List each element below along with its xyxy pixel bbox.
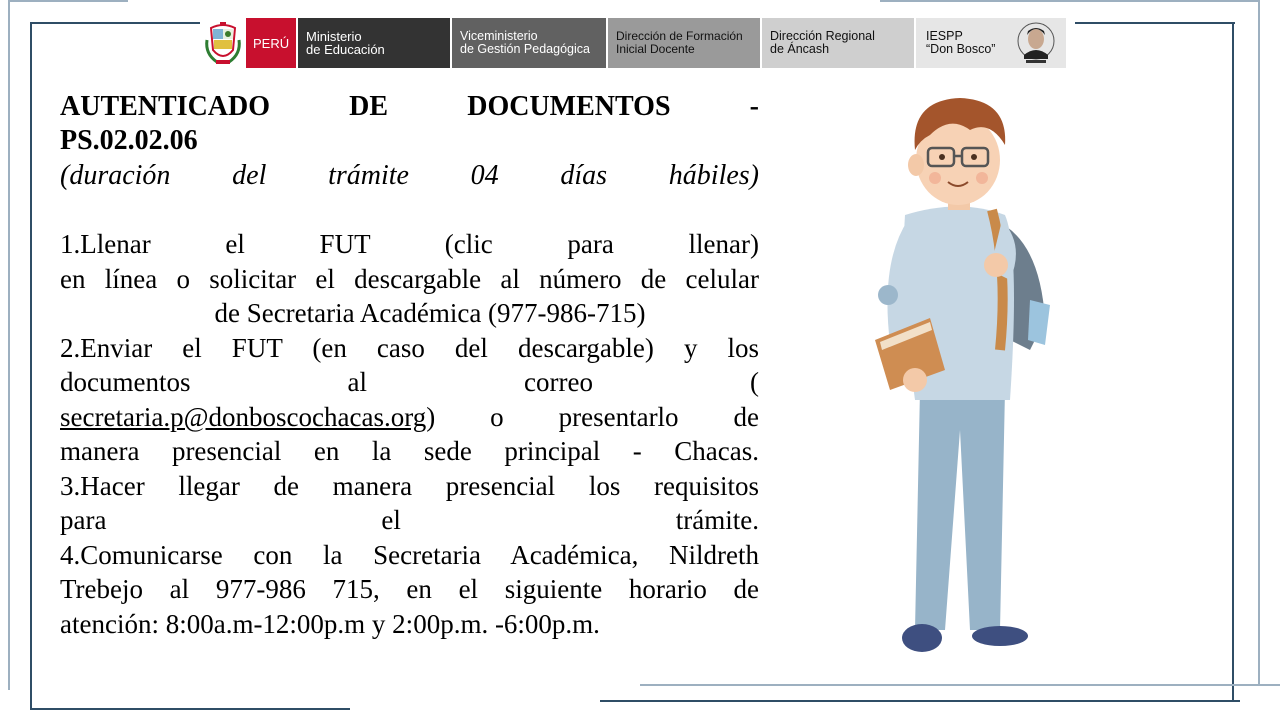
peru-label — [246, 18, 296, 68]
dir2-line-1: Dirección Regional — [770, 29, 875, 43]
step-1-line-3: de Secretaria Académica (977-986-715) — [214, 298, 646, 328]
frame-top-left — [30, 22, 200, 24]
frame-top-right — [1075, 22, 1235, 24]
student-with-book-illustration — [860, 90, 1070, 670]
step-4-line-1: 4.Comunicarse con la Secretaria Académica, Nildreth — [60, 539, 759, 570]
don-bosco-portrait-icon — [1012, 21, 1060, 65]
step-1-line-1: 1.Llenar el FUT (clic para llenar) — [60, 229, 759, 259]
step-4-line-2: Trebejo al 977-986 715, en el siguiente horario de — [60, 574, 759, 604]
frame-top-outer — [880, 0, 1260, 2]
procedure-title: AUTENTICADO DE DOCUMENTOS - — [60, 91, 759, 122]
email-link[interactable]: secretaria.p@donboscochacas.org — [60, 401, 427, 432]
peru-text: PERÚ — [253, 35, 290, 51]
frame-left-outer — [8, 0, 10, 690]
dir2-line-2: de Áncash — [770, 42, 830, 56]
step-2-line-4: manera presencial en la sede principal - Chacas. — [60, 436, 759, 466]
iespp-block — [914, 18, 1066, 68]
step-3-line-1: 3.Hacer llegar de manera presencial los requisitos — [60, 470, 759, 501]
direccion-regional-block — [760, 18, 914, 68]
step-2-line-2: documentos al correo ( — [60, 367, 759, 397]
vice-line-1: Viceministerio — [460, 29, 538, 43]
procedure-content — [60, 90, 759, 641]
procedure-duration: (duración del trámite 04 días hábiles) — [60, 160, 759, 191]
step-1-line-2: en línea o solicitar el descargable al número de celular — [60, 263, 759, 294]
step-2-line-3-rest: ) o presentarlo de — [426, 401, 759, 432]
ministerio-line-2: de Educación — [306, 42, 385, 57]
step-3-line-2: para el trámite. — [60, 505, 759, 535]
peru-coat-of-arms-icon — [200, 18, 246, 68]
viceministerio-block — [450, 18, 606, 68]
ministerio-block — [296, 18, 450, 68]
step-4-line-3: atención: 8:00a.m-12:00p.m y 2:00p.m. -6:00p.m. — [60, 608, 600, 639]
header-banner — [200, 18, 1066, 68]
iespp-line-1: IESPP — [926, 29, 963, 43]
frame-bottom-outer — [640, 684, 1280, 686]
frame-top-outer-left — [8, 0, 128, 2]
step-2-line-3 — [60, 400, 759, 435]
direccion-formacion-block — [606, 18, 760, 68]
vice-line-2: de Gestión Pedagógica — [460, 42, 590, 56]
dir1-line-1: Dirección de Formación — [616, 29, 743, 43]
procedure-code: PS.02.02.06 — [60, 125, 198, 156]
dir1-line-2: Inicial Docente — [616, 42, 695, 56]
ministerio-line-1: Ministerio — [306, 29, 362, 44]
frame-bottom-right — [600, 700, 1240, 702]
iespp-line-2: “Don Bosco” — [926, 42, 996, 56]
frame-right-outer — [1258, 0, 1260, 684]
step-2-line-1: 2.Enviar el FUT (en caso del descargable) y los — [60, 332, 759, 363]
frame-bottom-left — [30, 708, 350, 710]
frame-right — [1232, 22, 1234, 702]
frame-left — [30, 22, 32, 710]
